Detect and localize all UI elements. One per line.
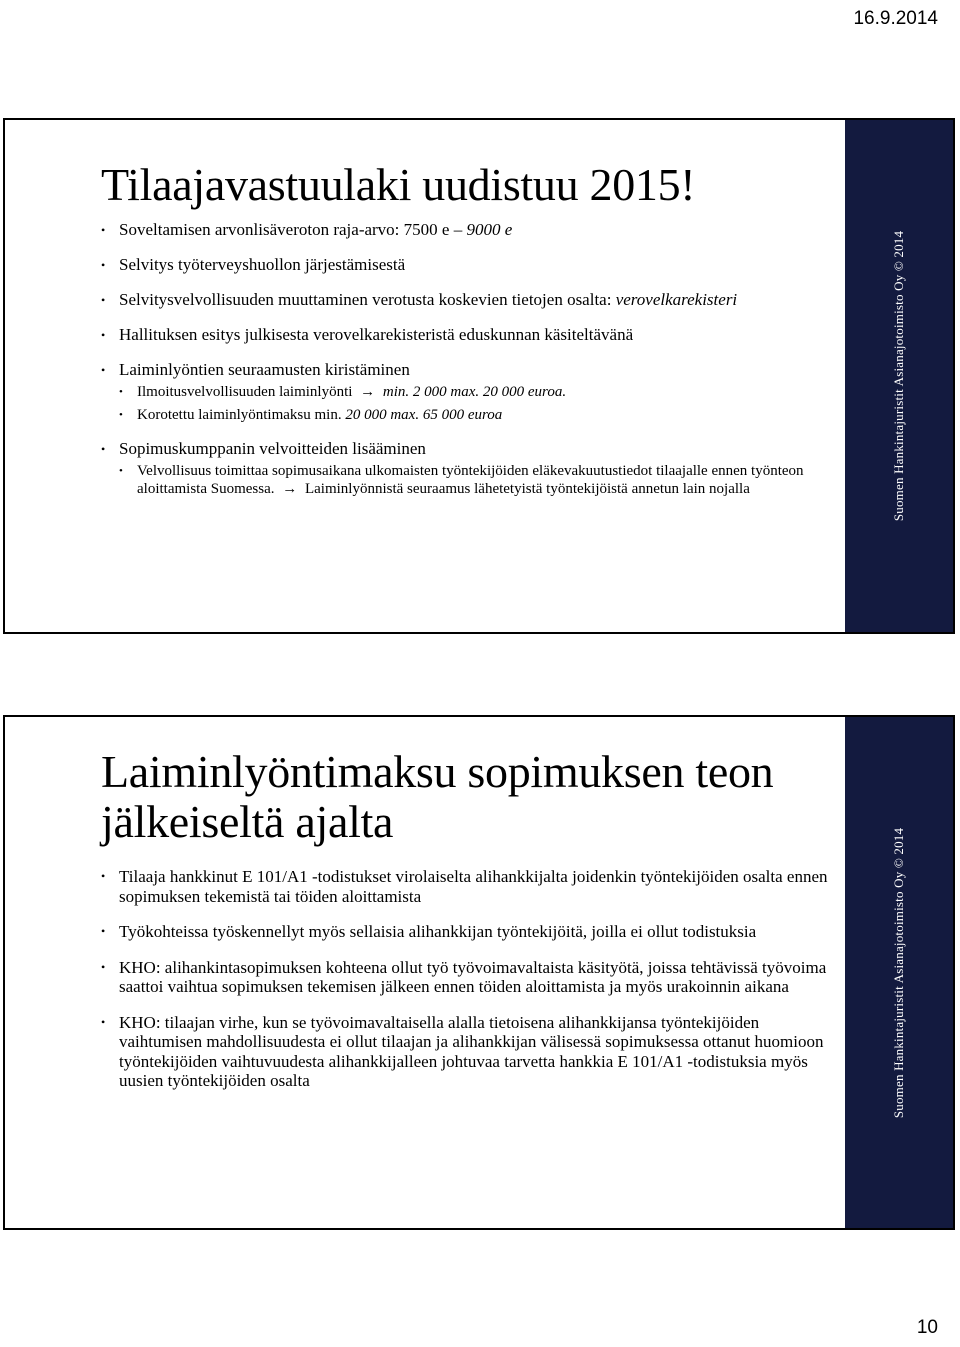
slide-1-bullet-5 <box>101 360 833 424</box>
slide-1-sidebar <box>845 120 953 632</box>
right-arrow-icon: → <box>282 481 298 497</box>
slide-2-bullet-3-text: KHO: alihankintasopimuksen kohteena ollut työ työvoimavaltaista käsityötä, joissa tehtävissä työvoima saattoi vaihtua sopimuksen tekemisen jälkeen ennen töiden aloittamista ja myös urakoinnin aikana <box>119 957 827 996</box>
slide-2-sidebar <box>845 717 953 1228</box>
right-arrow-icon: → <box>360 384 376 400</box>
slide-2-bullet-2 <box>101 922 833 942</box>
slide-2-bullet-1-text: Tilaaja hankkinut E 101/A1 -todistukset virolaiselta alihankkijalta joidenkin työntekijöiden osalta ennen sopimuksen tekemistä tai töiden aloittamista <box>119 867 828 906</box>
slide-1-bullet-list <box>101 220 833 498</box>
slide-2-bullet-list <box>101 867 833 1091</box>
slide-2 <box>3 715 955 1230</box>
slide-1-sub-bullet-5-1 <box>119 383 833 401</box>
slide-1-bullet-4 <box>101 325 833 345</box>
slide-1-title: Tilaajavastuulaki uudistuu 2015! <box>101 159 696 210</box>
slide-1-sidebar-copyright: Suomen Hankintajuristit Asianajotoimisto Oy © 2014 <box>891 230 906 522</box>
slide-1-bullet-4-text: Hallituksen esitys julkisesta verovelkarekisteristä eduskunnan käsiteltävänä <box>119 325 634 344</box>
slide-1 <box>3 118 955 634</box>
page-date: 16.9.2014 <box>853 8 938 29</box>
slide-1-bullet-2 <box>101 255 833 275</box>
slide-1-bullet-3 <box>101 290 833 310</box>
slide-1-bullet-1-text: Soveltamisen arvonlisäveroton raja-arvo: 7500 e <box>119 220 450 239</box>
slide-1-bullet-5-text: Laiminlyöntien seuraamusten kiristäminen <box>119 360 410 379</box>
page-number: 10 <box>916 1317 938 1338</box>
slide-2-bullet-4 <box>101 1013 833 1091</box>
slide-2-bullet-3 <box>101 958 833 997</box>
slide-1-bullet-6-text: Sopimuskumppanin velvoitteiden lisääminen <box>119 439 426 458</box>
slide-1-sub-bullet-5-2-text: Korotettu laiminlyöntimaksu min. <box>137 407 342 423</box>
slide-1-sub-bullet-5-2-italic: 20 000 max. 65 000 euroa <box>345 407 503 423</box>
slide-2-sidebar-copyright: Suomen Hankintajuristit Asianajotoimisto Oy © 2014 <box>891 827 906 1118</box>
slide-1-content <box>101 120 833 513</box>
slide-2-content <box>101 717 833 1107</box>
slide-1-sub-bullet-6-1 <box>119 462 833 498</box>
slide-1-bullet-5-sub-list <box>119 383 833 424</box>
slide-2-bullet-4-text: KHO: tilaajan virhe, kun se työvoimavaltaisella alalla tietoisena alihankkijansa työntekijöiden vaihtumisen mahdollisuudesta ei ollut tilaajan ja alihankkijan välisessä sopimuksessa ottanut huomioon työntekijöiden vaihtuvuudesta alihankkijalleen johtuvaa tarvetta hankkia E 101/A1 -todistuksia myös uusien työntekijöiden osalta <box>119 1012 824 1090</box>
slide-1-bullet-1 <box>101 220 833 240</box>
slide-1-bullet-3-text: Selvitysvelvollisuuden muuttaminen verotusta koskevien tietojen osalta: <box>119 290 612 309</box>
slide-1-bullet-6-sub-list <box>119 462 833 498</box>
slide-1-sub-bullet-6-1-text-after: Laiminlyönnistä seuraamus lähetetyistä työntekijöistä annetun lain nojalla <box>304 481 750 497</box>
slide-2-title: Laiminlyöntimaksu sopimuksen teon jälkeiseltä ajalta <box>101 746 774 847</box>
slide-1-bullet-3-italic: verovelkarekisteri <box>615 290 738 309</box>
slide-1-sub-bullet-5-1-text: Ilmoitusvelvollisuuden laiminlyönti <box>137 384 353 400</box>
slide-1-sub-bullet-6-1-text: Velvollisuus toimittaa sopimusaikana ulkomaisten työntekijöiden eläkevakuutustiedot tilaajalle ennen työnteon aloittamista Suomessa. <box>137 463 804 497</box>
slide-1-sub-bullet-5-2 <box>119 406 833 424</box>
slide-2-bullet-2-text: Työkohteissa työskennellyt myös sellaisia alihankkijan työntekijöitä, joilla ei ollut todistuksia <box>119 922 757 941</box>
slide-1-bullet-1-italic: 9000 e <box>466 220 513 239</box>
slide-1-sub-bullet-5-1-italic: min. 2 000 max. 20 000 euroa. <box>382 384 567 400</box>
slide-2-bullet-1 <box>101 867 833 906</box>
slide-1-bullet-6 <box>101 439 833 498</box>
slide-1-bullet-2-text: Selvitys työterveyshuollon järjestämisestä <box>119 255 406 274</box>
slide-1-bullet-1-dash: – <box>453 220 463 239</box>
